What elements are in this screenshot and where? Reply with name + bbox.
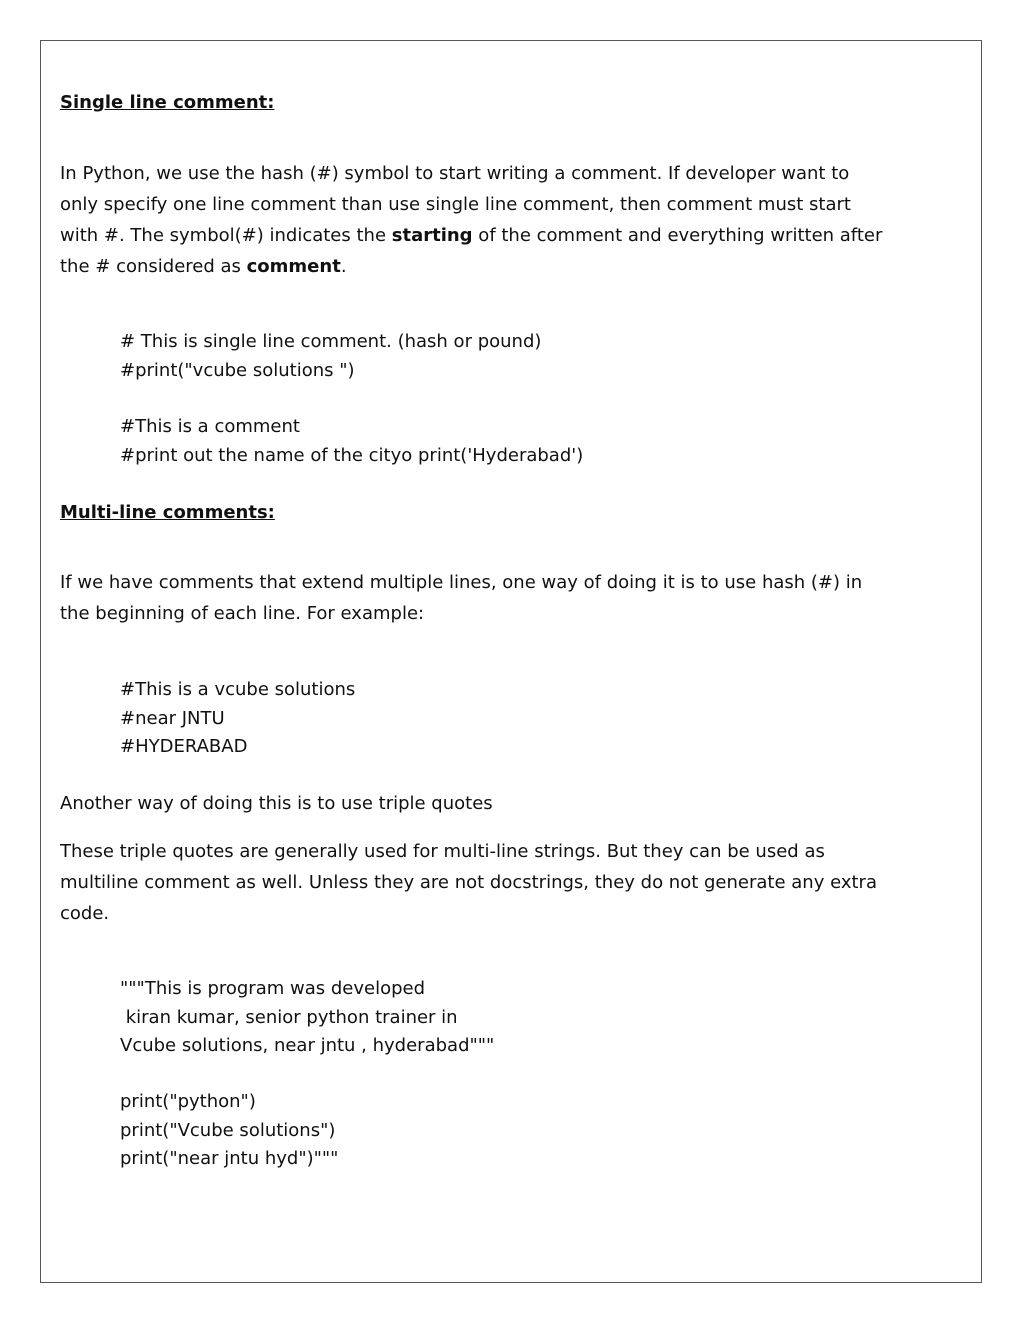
text-segment: with #. The symbol(#) indicates the bbox=[60, 225, 392, 246]
code-line: print("Vcube solutions") bbox=[120, 1119, 336, 1141]
text-line: These triple quotes are generally used for multi-line strings. But they can be used as bbox=[60, 841, 825, 862]
heading-multi-line-comments: Multi-line comments: bbox=[60, 502, 275, 523]
code-line: #print("vcube solutions ") bbox=[120, 359, 355, 381]
code-line: print("near jntu hyd")""" bbox=[120, 1148, 339, 1169]
text-segment: the # considered as bbox=[60, 256, 247, 277]
code-example-single-1 bbox=[120, 328, 541, 385]
code-example-single-2 bbox=[120, 413, 583, 470]
code-line: kiran kumar, senior python trainer in bbox=[120, 1006, 458, 1028]
code-line: #This is a vcube solutions bbox=[120, 679, 356, 700]
bold-word-starting: starting bbox=[391, 225, 473, 246]
text-line: only specify one line comment than use single line comment, then comment must start bbox=[60, 194, 851, 215]
code-example-docstring bbox=[120, 975, 494, 1061]
paragraph-multi-line-intro bbox=[60, 567, 863, 629]
code-line: #HYDERABAD bbox=[120, 736, 248, 757]
code-line: #print out the name of the cityo print('Hyderabad') bbox=[120, 444, 584, 466]
text-line: the beginning of each line. For example: bbox=[60, 603, 425, 624]
text-line: code. bbox=[60, 903, 110, 924]
text-line bbox=[60, 251, 860, 282]
text-segment: . bbox=[340, 256, 347, 277]
text-line: If we have comments that extend multiple lines, one way of doing it is to use hash (#) in bbox=[60, 572, 863, 593]
text-line: Another way of doing this is to use triple quotes bbox=[60, 793, 493, 814]
code-line: #near JNTU bbox=[120, 707, 225, 729]
bold-word-comment: comment bbox=[246, 256, 341, 277]
paragraph-triple-quotes bbox=[60, 788, 860, 819]
code-example-print bbox=[120, 1088, 338, 1174]
heading-single-line-comment: Single line comment: bbox=[60, 92, 275, 113]
code-line: """This is program was developed bbox=[120, 978, 426, 999]
text-line: multiline comment as well. Unless they are not docstrings, they do not generate any extra bbox=[60, 872, 877, 893]
code-line: #This is a comment bbox=[120, 416, 300, 437]
text-segment: of the comment and everything written after bbox=[472, 225, 883, 246]
code-example-multi-hash bbox=[120, 676, 355, 762]
text-line bbox=[60, 220, 883, 251]
code-line: print("python") bbox=[120, 1091, 256, 1112]
code-line: Vcube solutions, near jntu , hyderabad""" bbox=[120, 1035, 495, 1056]
code-line: # This is single line comment. (hash or pound) bbox=[120, 331, 542, 352]
paragraph-triple-quotes-detail bbox=[60, 836, 877, 929]
paragraph-single-line-intro bbox=[60, 158, 883, 282]
text-line: In Python, we use the hash (#) symbol to start writing a comment. If developer want to bbox=[60, 163, 850, 184]
